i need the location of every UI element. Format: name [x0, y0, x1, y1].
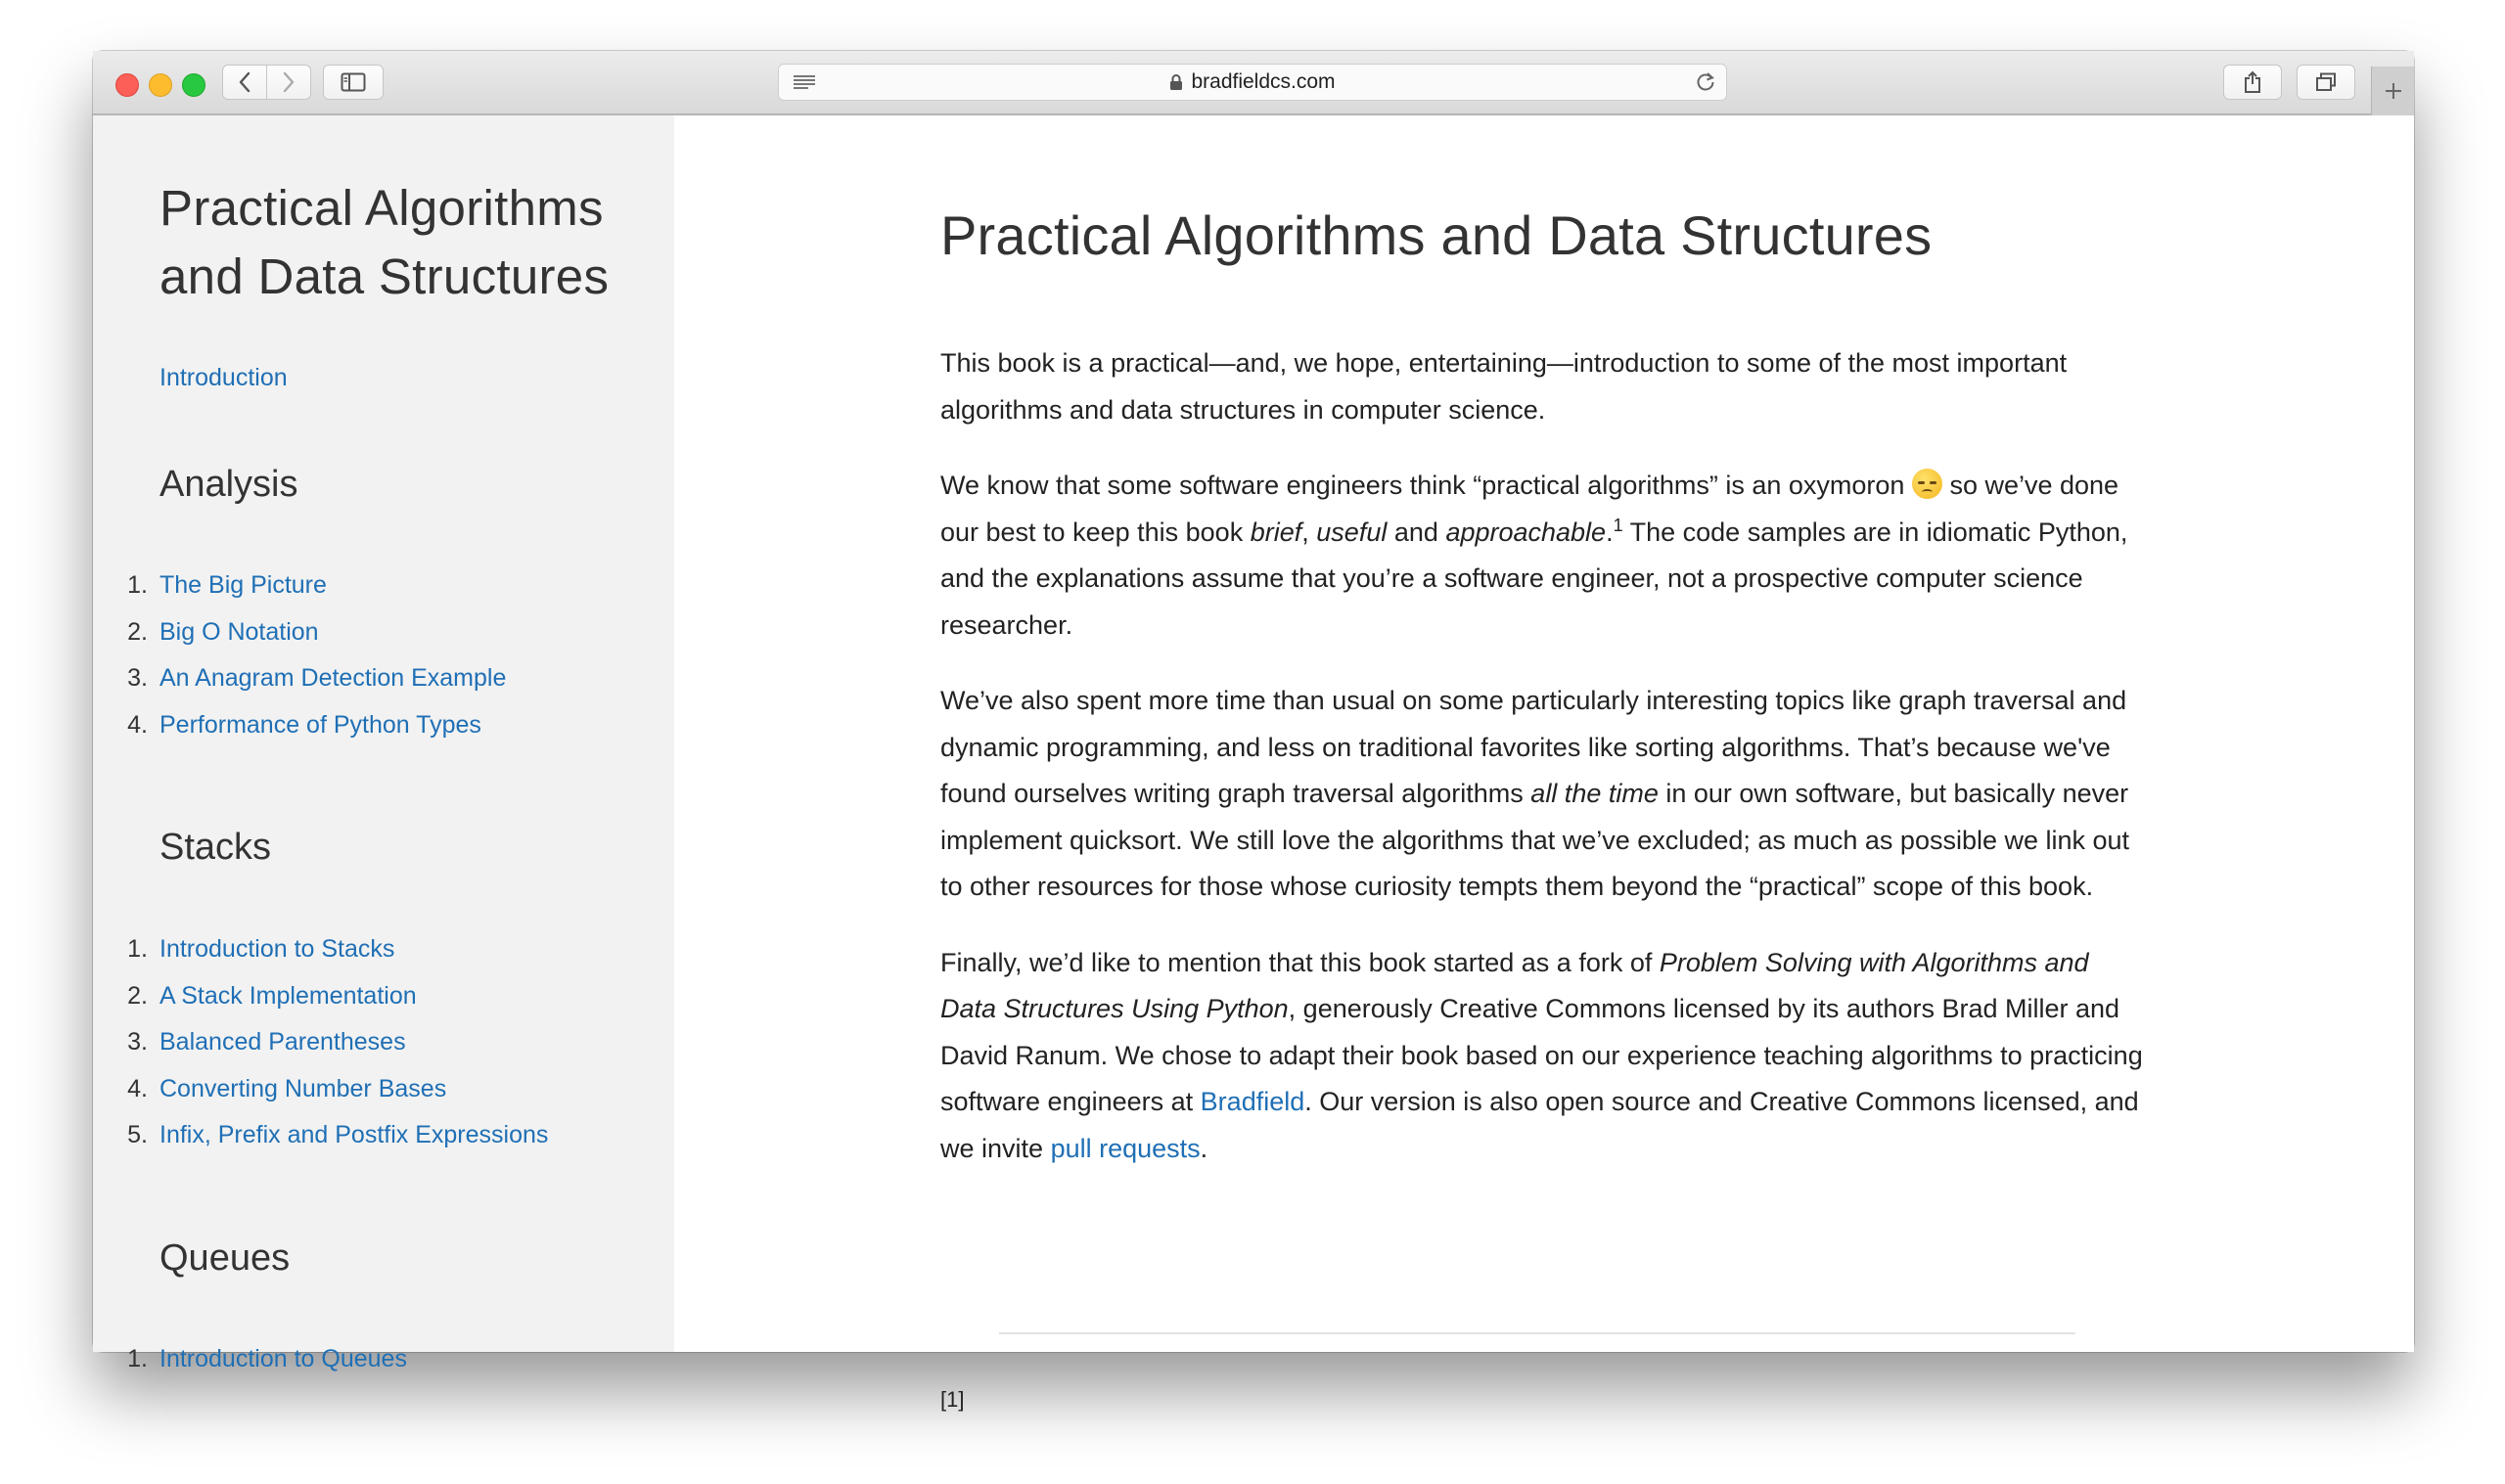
zoom-window-button[interactable]	[182, 73, 205, 97]
nav-link[interactable]: An Anagram Detection Example	[159, 664, 507, 692]
emphasis-text: all the time	[1530, 779, 1659, 808]
table-of-contents-sidebar	[93, 115, 674, 1372]
text-run: .	[1200, 1133, 1208, 1163]
back-button[interactable]	[222, 65, 267, 100]
nav-link[interactable]: Introduction to Queues	[159, 1345, 407, 1372]
emphasis-text: Problem Solving with Algorithms and Data Structures Using Python	[940, 947, 2089, 1023]
share-button[interactable]	[2223, 65, 2282, 100]
emphasis-text: brief	[1250, 517, 1302, 547]
text-run: in our own software, but basically never implement quicksort. We still love the algorithms that we’ve excluded; as much as possible we link out to other resources for those whose curiosity tempts them beyond the “practical” scope of this book.	[940, 779, 2130, 901]
section-title-stacks: Stacks	[159, 827, 272, 868]
minimize-window-button[interactable]	[149, 73, 172, 97]
nav-link[interactable]: Big O Notation	[159, 617, 319, 646]
item-number: 4.	[127, 710, 148, 739]
close-window-button[interactable]	[115, 73, 139, 97]
text-run: . Our version is also open source and Creative Commons licensed, and we invite	[940, 1087, 2139, 1163]
tabs-overview-icon	[2315, 72, 2337, 92]
bradfield-link[interactable]: Bradfield	[1200, 1087, 1305, 1116]
pull-requests-link[interactable]: pull requests	[1050, 1133, 1201, 1163]
nav-link-introduction[interactable]: Introduction	[159, 364, 288, 391]
item-number: 2.	[127, 617, 148, 646]
new-tab-button[interactable]	[2371, 67, 2414, 115]
address-bar[interactable]	[778, 64, 1727, 101]
item-number: 1.	[127, 935, 148, 963]
text-run: so we’ve done our best to keep this book	[940, 471, 2119, 547]
paragraph-2	[940, 463, 2144, 649]
nav-link[interactable]: Balanced Parentheses	[159, 1028, 406, 1056]
text-run: , generously Creative Commons licensed by its authors Brad Miller and David Ranum. We chose to adapt their book based on our experience teaching algorithms to practicing software engineers at	[940, 994, 2143, 1116]
lock-icon	[1169, 73, 1183, 91]
plus-icon	[2384, 81, 2403, 101]
item-number: 4.	[127, 1074, 148, 1102]
nav-link[interactable]: A Stack Implementation	[159, 981, 417, 1010]
item-number: 1.	[127, 571, 148, 599]
sidebar-icon	[341, 72, 366, 92]
footnote-marker: [1]	[940, 1387, 965, 1412]
item-number: 3.	[127, 1028, 148, 1056]
emphasis-text: useful	[1316, 517, 1388, 547]
nav-link[interactable]: The Big Picture	[159, 571, 327, 599]
item-number: 3.	[127, 664, 148, 692]
chevron-left-icon	[238, 71, 251, 93]
section-title-queues: Queues	[159, 1237, 291, 1279]
site-title: Practical Algorithms and Data Structures	[159, 180, 610, 304]
page-title: Practical Algorithms and Data Structures	[940, 204, 1933, 266]
item-number: 1.	[127, 1345, 148, 1372]
url-display	[779, 65, 1726, 100]
footnote-divider	[999, 1332, 2075, 1334]
share-icon	[2243, 70, 2262, 94]
section-title-analysis: Analysis	[159, 464, 298, 505]
forward-button[interactable]	[266, 65, 311, 100]
paragraph-1: This book is a practical—and, we hope, entertaining—introduction to some of the most important algorithms and data structures in computer science.	[940, 348, 2068, 425]
article-body	[940, 340, 2144, 1201]
nav-link[interactable]: Performance of Python Types	[159, 710, 481, 739]
text-run: .	[1606, 517, 1614, 547]
footnote-reference-link[interactable]: 1	[1613, 515, 1623, 535]
reload-icon[interactable]	[1695, 71, 1716, 93]
nav-link[interactable]: Introduction to Stacks	[159, 935, 395, 963]
sidebar-toggle-button[interactable]	[323, 65, 384, 100]
nav-link[interactable]: Infix, Prefix and Postfix Expressions	[159, 1121, 549, 1148]
paragraph-3	[940, 678, 2144, 911]
toolbar	[93, 51, 2414, 115]
browser-window	[93, 51, 2414, 1412]
text-run: Finally, we’d like to mention that this book started as a fork of	[940, 947, 1653, 977]
text-run: and	[1393, 517, 1438, 547]
url-text: bradfieldcs.com	[1191, 70, 1336, 93]
text-run: The code samples are in idiomatic Python, and the explanations assume that you’re a software engineer, not a prospective computer science researcher.	[940, 517, 2128, 640]
show-tabs-button[interactable]	[2297, 65, 2355, 100]
text-run: ,	[1301, 517, 1309, 547]
main-content	[674, 115, 2414, 1412]
emphasis-text: approachable	[1445, 517, 1607, 547]
text-run: We’ve also spent more time than usual on some particularly interesting topics like graph traversal and dynamic programming, and less on traditional favorites like sorting algorithms. That’s because we've found ourselves writing graph traversal algorithms	[940, 686, 2127, 808]
text-run: We know that some software engineers think “practical algorithms” is an oxymoron	[940, 471, 1905, 500]
item-number: 2.	[127, 981, 148, 1010]
nav-link[interactable]: Converting Number Bases	[159, 1074, 447, 1102]
item-number: 5.	[127, 1121, 148, 1148]
chevron-right-icon	[282, 71, 296, 93]
disappointed-face-emoji-icon	[1912, 469, 1942, 499]
paragraph-4	[940, 940, 2144, 1173]
